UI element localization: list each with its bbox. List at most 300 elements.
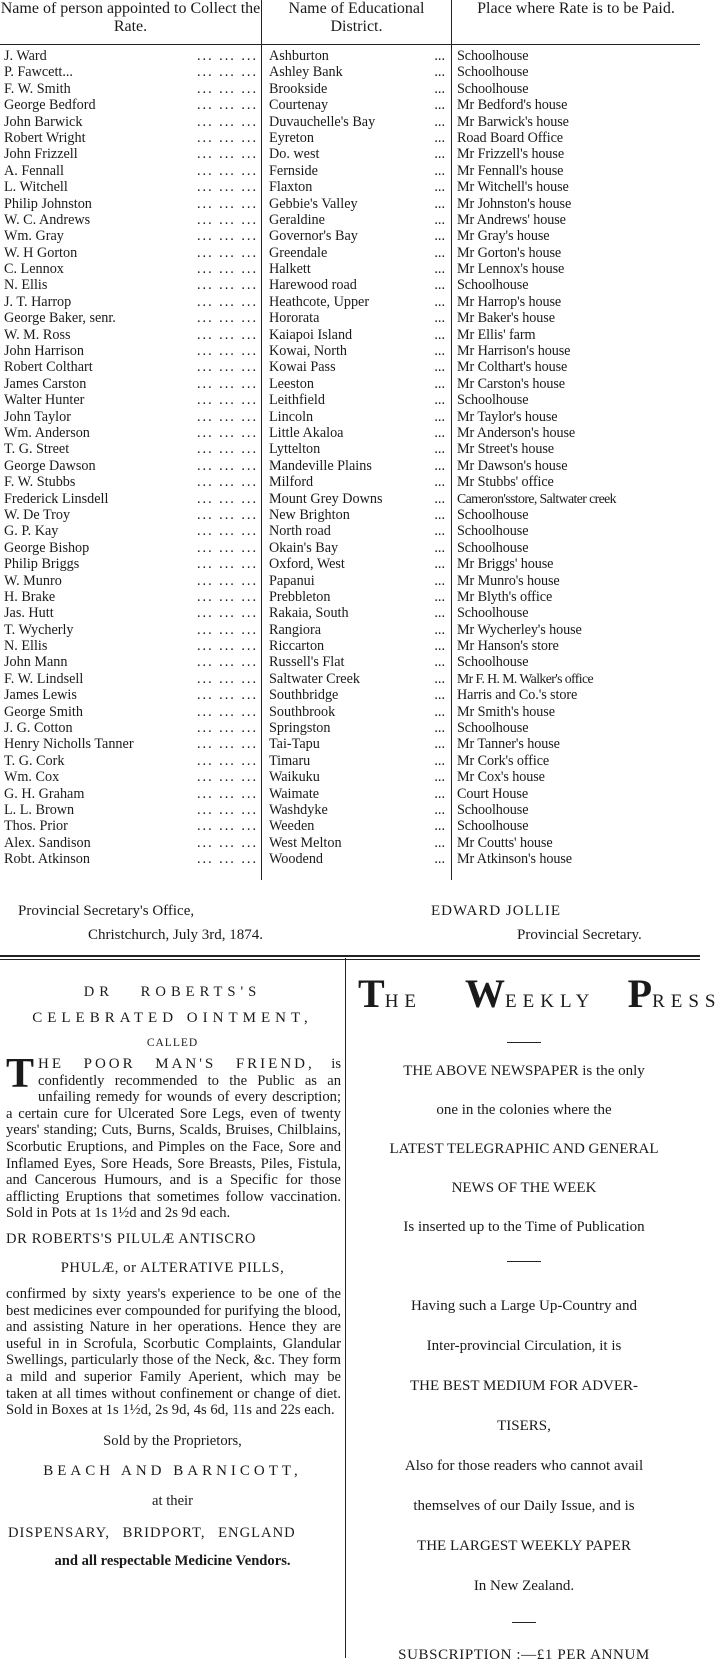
table-row [0, 310, 700, 326]
ad-line: LATEST TELEGRAPHIC AND GENERAL [389, 1141, 659, 1157]
collector-text: F. W. Stubbs [4, 474, 76, 491]
cell-place [457, 507, 697, 523]
leader-dots: ... ... ... [196, 80, 258, 97]
cell-collector [4, 786, 258, 802]
leader-dots: ... [434, 638, 445, 655]
table-row [0, 130, 700, 146]
leader-dots: ... [434, 621, 445, 638]
district-text: Riccarton [269, 638, 325, 655]
leader-dots: ... ... ... [196, 539, 258, 556]
place-text: Mr Briggs' house [457, 556, 554, 573]
table-row [0, 835, 700, 851]
cell-place [457, 310, 697, 326]
leader-dots: ... [434, 670, 445, 687]
leader-dots: ... ... ... [196, 261, 258, 278]
district-text: Little Akaloa [269, 424, 344, 441]
weekly-press-advertisement [350, 962, 721, 1665]
leader-dots: ... ... ... [196, 408, 258, 425]
district-text: Oxford, West [269, 556, 345, 573]
cell-place [457, 441, 697, 457]
title-initial-t: T [358, 971, 385, 1016]
cell-collector [4, 474, 258, 490]
district-text: New Brighton [269, 506, 350, 523]
leader-dots: ... ... ... [196, 523, 258, 540]
cell-district [269, 277, 445, 293]
cell-place [457, 802, 697, 818]
cell-collector [4, 441, 258, 457]
short-rule [512, 1622, 536, 1623]
cell-district [269, 64, 445, 80]
place-text: Mr Barwick's house [457, 113, 569, 130]
table-row [0, 409, 700, 425]
cell-district [269, 540, 445, 556]
cell-collector [4, 687, 258, 703]
table-row [0, 523, 700, 539]
leader-dots: ... [434, 851, 445, 868]
short-rule [507, 1261, 541, 1262]
leader-dots: ... [434, 506, 445, 523]
collector-text: Frederick Linsdell [4, 490, 109, 507]
collector-text: John Taylor [4, 408, 71, 425]
table-row [0, 81, 700, 97]
ad-line: themselves of our Daily Issue, and is [413, 1498, 635, 1514]
table-row [0, 654, 700, 670]
cell-collector [4, 605, 258, 621]
district-text: Eyreton [269, 129, 314, 146]
column-divider [345, 958, 346, 1658]
ad-line: Having such a Large Up-Country and [411, 1298, 637, 1314]
district-text: Leithfield [269, 392, 325, 409]
cell-district [269, 753, 445, 769]
place-text: Cameron'sstore, Saltwater creek [457, 490, 616, 506]
place-text: Schoolhouse [457, 720, 529, 737]
cell-collector [4, 212, 258, 228]
leader-dots: ... [434, 703, 445, 720]
cell-place [457, 179, 697, 195]
leader-dots: ... [434, 80, 445, 97]
ad-text-block-2 [350, 1296, 698, 1596]
table-row [0, 163, 700, 179]
weekly-press-title [350, 971, 721, 1022]
cell-district [269, 622, 445, 638]
section-rule [0, 959, 700, 960]
leader-dots: ... [434, 474, 445, 491]
place-text: Schoolhouse [457, 277, 529, 294]
leader-dots: ... ... ... [196, 687, 258, 704]
place-text: Schoolhouse [457, 80, 529, 97]
leader-dots: ... [434, 162, 445, 179]
leader-dots: ... [434, 310, 445, 327]
collector-text: Philip Johnston [4, 195, 92, 212]
collector-text: George Bedford [4, 97, 96, 114]
cell-collector [4, 638, 258, 654]
ointment-description [6, 1051, 341, 1222]
place-text: Mr Blyth's office [457, 588, 553, 605]
cell-collector [4, 736, 258, 752]
table-row [0, 753, 700, 769]
cell-collector [4, 245, 258, 261]
leader-dots: ... ... ... [196, 720, 258, 737]
place-text: Schoolhouse [457, 64, 529, 81]
collector-text: James Carston [4, 375, 87, 392]
cell-district [269, 392, 445, 408]
cell-place [457, 409, 697, 425]
cell-district [269, 343, 445, 359]
place-text: Mr Carston's house [457, 375, 565, 392]
district-text: Southbridge [269, 687, 339, 704]
cell-collector [4, 228, 258, 244]
cell-place [457, 540, 697, 556]
collector-text: John Mann [4, 654, 68, 671]
district-text: Southbrook [269, 703, 336, 720]
leader-dots: ... [434, 97, 445, 114]
table-row [0, 392, 700, 408]
leader-dots: ... ... ... [196, 277, 258, 294]
ad-line: one in the colonies where the [436, 1102, 612, 1118]
district-text: Governor's Bay [269, 228, 358, 245]
ad-text-block-1 [350, 1061, 698, 1237]
leader-dots: ... ... ... [196, 457, 258, 474]
ad-called: CALLED [146, 1037, 199, 1049]
district-text: Kaiapoi Island [269, 326, 353, 343]
leader-dots: ... ... ... [196, 605, 258, 622]
cell-district [269, 474, 445, 490]
collector-text: J. T. Harrop [4, 293, 72, 310]
cell-place [457, 835, 697, 851]
cell-collector [4, 589, 258, 605]
district-text: Saltwater Creek [269, 670, 360, 687]
table-row [0, 769, 700, 785]
cell-collector [4, 196, 258, 212]
district-text: Duvauchelle's Bay [269, 113, 376, 130]
leader-dots: ... [434, 228, 445, 245]
leader-dots: ... [434, 605, 445, 622]
cell-district [269, 687, 445, 703]
district-text: Washdyke [269, 801, 328, 818]
leader-dots: ... [434, 834, 445, 851]
place-text: Mr Ellis' farm [457, 326, 536, 343]
leader-dots: ... ... ... [196, 752, 258, 769]
district-text: Okain's Bay [269, 539, 339, 556]
table-row [0, 818, 700, 834]
cell-place [457, 392, 697, 408]
place-text: Mr Dawson's house [457, 457, 568, 474]
place-text: Mr Lennox's house [457, 261, 565, 278]
leader-dots: ... ... ... [196, 736, 258, 753]
cell-place [457, 294, 697, 310]
collector-text: Philip Briggs [4, 556, 80, 573]
cell-place [457, 491, 697, 507]
table-row [0, 802, 700, 818]
place-text: Schoolhouse [457, 654, 529, 671]
place-text: Mr Atkinson's house [457, 851, 572, 868]
ad-line: NEWS OF THE WEEK [451, 1180, 597, 1196]
cell-place [457, 425, 697, 441]
cell-place [457, 196, 697, 212]
place-text: Mr Gorton's house [457, 244, 562, 261]
leader-dots: ... [434, 588, 445, 605]
place-text: Mr Harrison's house [457, 343, 571, 360]
place-text: Schoolhouse [457, 392, 529, 409]
title-eekly: EEKLY [505, 991, 596, 1012]
ad-line: TISERS, [497, 1418, 551, 1434]
place-text: Schoolhouse [457, 48, 529, 64]
table-row [0, 720, 700, 736]
cell-collector [4, 622, 258, 638]
cell-place [457, 736, 697, 752]
cell-district [269, 294, 445, 310]
cell-district [269, 786, 445, 802]
leader-dots: ... ... ... [196, 113, 258, 130]
cell-place [457, 48, 697, 64]
cell-collector [4, 491, 258, 507]
leader-dots: ... [434, 408, 445, 425]
leader-dots: ... [434, 261, 445, 278]
cell-place [457, 261, 697, 277]
leader-dots: ... ... ... [196, 293, 258, 310]
table-row [0, 294, 700, 310]
place-text: Mr Gray's house [457, 228, 550, 245]
place-text: Mr Smith's house [457, 703, 555, 720]
collector-text: George Bishop [4, 539, 90, 556]
leader-dots: ... ... ... [196, 670, 258, 687]
leader-dots: ... ... ... [196, 48, 258, 64]
district-text: Heathcote, Upper [269, 293, 370, 310]
cell-collector [4, 114, 258, 130]
title-initial-p: P [627, 971, 653, 1016]
cell-district [269, 720, 445, 736]
table-row [0, 245, 700, 261]
collector-text: P. Fawcett... [4, 64, 73, 81]
table-row [0, 704, 700, 720]
place-text: Schoolhouse [457, 539, 529, 556]
table-row [0, 277, 700, 293]
cell-place [457, 458, 697, 474]
signatory-name: EDWARD JOLLIE [431, 903, 562, 919]
cell-collector [4, 523, 258, 539]
cell-collector [4, 392, 258, 408]
collector-text: N. Ellis [4, 277, 48, 294]
place-text: Schoolhouse [457, 818, 529, 835]
table-row [0, 228, 700, 244]
cell-collector [4, 753, 258, 769]
cell-place [457, 277, 697, 293]
place-text: Schoolhouse [457, 605, 529, 622]
leader-dots: ... [434, 720, 445, 737]
district-text: Mount Grey Downs [269, 490, 383, 507]
signatory-title: Provincial Secretary. [517, 927, 642, 943]
cell-collector [4, 540, 258, 556]
collector-text: Robert Wright [4, 129, 86, 146]
cell-district [269, 671, 445, 687]
leader-dots: ... ... ... [196, 343, 258, 360]
header-place: Place where Rate is to be Paid. [477, 0, 675, 17]
cell-place [457, 622, 697, 638]
district-text: Harewood road [269, 277, 357, 294]
header-collector: Name of person appointed to Collect the Rate. [0, 0, 261, 35]
district-text: Russell's Flat [269, 654, 345, 671]
collector-text: G. P. Kay [4, 523, 59, 540]
leader-dots: ... [434, 769, 445, 786]
table-row [0, 786, 700, 802]
district-text: Rangiora [269, 621, 322, 638]
at-their: at their [152, 1492, 193, 1509]
place-text: Mr Baker's house [457, 310, 555, 327]
cell-district [269, 441, 445, 457]
ad-title-1: DR ROBERTS'S [83, 984, 262, 1000]
cell-district [269, 802, 445, 818]
cell-place [457, 327, 697, 343]
cell-collector [4, 573, 258, 589]
ointment-body: is confidently recommended to the Public as an unfailing remedy for wounds of every description; a certain cure for Ulcerated Sore Legs, even of twenty years' standing; Cuts, Burns, Scalds, Bruises, Chilblains, Scorbutic Eruptions, and Pimples on the Face, Sore and Inflamed Eyes, Sore Heads, Sore Breasts, Piles, Fistula, and Cancerous Humours, and is a Specific for those afflicting Eruptions that sometimes follow vaccination. Sold in Pots at 1s 1½d and 2s 9d each. [6, 1056, 341, 1222]
title-he: HE [384, 991, 423, 1012]
place-text: Mr Anderson's house [457, 424, 576, 441]
table-row [0, 212, 700, 228]
collector-text: George Smith [4, 703, 83, 720]
collector-text: John Frizzell [4, 146, 78, 163]
ad-line: Is inserted up to the Time of Publication [403, 1219, 645, 1235]
collector-text: C. Lennox [4, 261, 64, 278]
place-date: Christchurch, July 3rd, 1874. [88, 927, 263, 943]
cell-district [269, 835, 445, 851]
cell-collector [4, 97, 258, 113]
leader-dots: ... ... ... [196, 375, 258, 392]
cell-district [269, 704, 445, 720]
district-text: Fernside [269, 162, 318, 179]
pills-heading-2: PHULÆ, or ALTERATIVE PILLS, [60, 1259, 285, 1276]
district-text: Courtenay [269, 97, 329, 114]
cell-collector [4, 769, 258, 785]
place-text: Mr Witchell's house [457, 179, 569, 196]
cell-collector [4, 359, 258, 375]
collector-text: Thos. Prior [4, 818, 68, 835]
leader-dots: ... ... ... [196, 195, 258, 212]
place-text: Mr Fennall's house [457, 162, 564, 179]
leader-dots: ... ... ... [196, 801, 258, 818]
place-text: Mr Street's house [457, 441, 555, 458]
short-rule [507, 1042, 541, 1043]
section-rule [0, 955, 700, 957]
cell-collector [4, 556, 258, 572]
district-text: Lincoln [269, 408, 314, 425]
leader-dots: ... [434, 293, 445, 310]
district-text: Ashburton [269, 48, 329, 64]
leader-dots: ... [434, 113, 445, 130]
table-row [0, 851, 700, 867]
table-row [0, 491, 700, 507]
place-text: Harris and Co.'s store [457, 687, 578, 704]
cell-collector [4, 458, 258, 474]
collector-text: James Lewis [4, 687, 77, 704]
table-row [0, 359, 700, 375]
district-text: Brookside [269, 80, 328, 97]
leader-dots: ... [434, 146, 445, 163]
ad-line: Inter-provincial Circulation, it is [426, 1338, 622, 1354]
table-row [0, 48, 700, 64]
leader-dots: ... [434, 687, 445, 704]
collector-text: F. W. Lindsell [4, 670, 84, 687]
ad-line: Also for those readers who cannot avail [404, 1458, 644, 1474]
collector-text: Wm. Cox [4, 769, 60, 786]
place-text: Mr Johnston's house [457, 195, 572, 212]
cell-district [269, 359, 445, 375]
leader-dots: ... ... ... [196, 228, 258, 245]
collector-text: Wm. Gray [4, 228, 64, 245]
cell-district [269, 310, 445, 326]
cell-collector [4, 48, 258, 64]
place-text: Mr Colthart's house [457, 359, 568, 376]
leader-dots: ... [434, 457, 445, 474]
table-row [0, 327, 700, 343]
dispensary: DISPENSARY, BRIDPORT, ENGLAND [8, 1524, 296, 1541]
collector-text: T. G. Cork [4, 752, 65, 769]
collector-text: J. G. Cotton [4, 720, 73, 737]
collector-text: W. De Troy [4, 506, 71, 523]
cell-collector [4, 671, 258, 687]
place-text: Schoolhouse [457, 801, 529, 818]
cell-place [457, 687, 697, 703]
cell-district [269, 425, 445, 441]
cell-collector [4, 327, 258, 343]
cell-place [457, 786, 697, 802]
collector-text: T. G. Street [4, 441, 70, 458]
collector-text: F. W. Smith [4, 80, 71, 97]
table-row [0, 441, 700, 457]
cell-district [269, 327, 445, 343]
cell-place [457, 720, 697, 736]
table-row [0, 425, 700, 441]
cell-place [457, 212, 697, 228]
place-text: Court House [457, 785, 529, 802]
district-text: Leeston [269, 375, 314, 392]
cell-collector [4, 310, 258, 326]
cell-collector [4, 720, 258, 736]
place-text: Mr Andrews' house [457, 211, 566, 228]
cell-district [269, 130, 445, 146]
leader-dots: ... ... ... [196, 359, 258, 376]
cell-place [457, 851, 697, 867]
district-text: Greendale [269, 244, 328, 261]
cell-district [269, 163, 445, 179]
table-row [0, 458, 700, 474]
cell-district [269, 654, 445, 670]
leader-dots: ... ... ... [196, 556, 258, 573]
leader-dots: ... [434, 244, 445, 261]
district-text: Hororata [269, 310, 320, 327]
place-text: Mr Harrop's house [457, 293, 562, 310]
title-ress: RESS [652, 991, 721, 1012]
cell-collector [4, 179, 258, 195]
table-row [0, 146, 700, 162]
leader-dots: ... [434, 785, 445, 802]
collector-text: W. C. Andrews [4, 211, 91, 228]
collector-text: W. Munro [4, 572, 62, 589]
leader-dots: ... ... ... [196, 310, 258, 327]
leader-dots: ... [434, 818, 445, 835]
table-row [0, 179, 700, 195]
cell-district [269, 114, 445, 130]
collector-text: George Baker, senr. [4, 310, 116, 327]
leader-dots: ... ... ... [196, 572, 258, 589]
collector-text: Robert Colthart [4, 359, 93, 376]
district-text: Rakaia, South [269, 605, 349, 622]
district-text: Flaxton [269, 179, 313, 196]
place-text: Mr F. H. M. Walker's office [457, 670, 594, 686]
leader-dots: ... ... ... [196, 441, 258, 458]
cell-collector [4, 277, 258, 293]
cell-place [457, 81, 697, 97]
leader-dots: ... [434, 556, 445, 573]
